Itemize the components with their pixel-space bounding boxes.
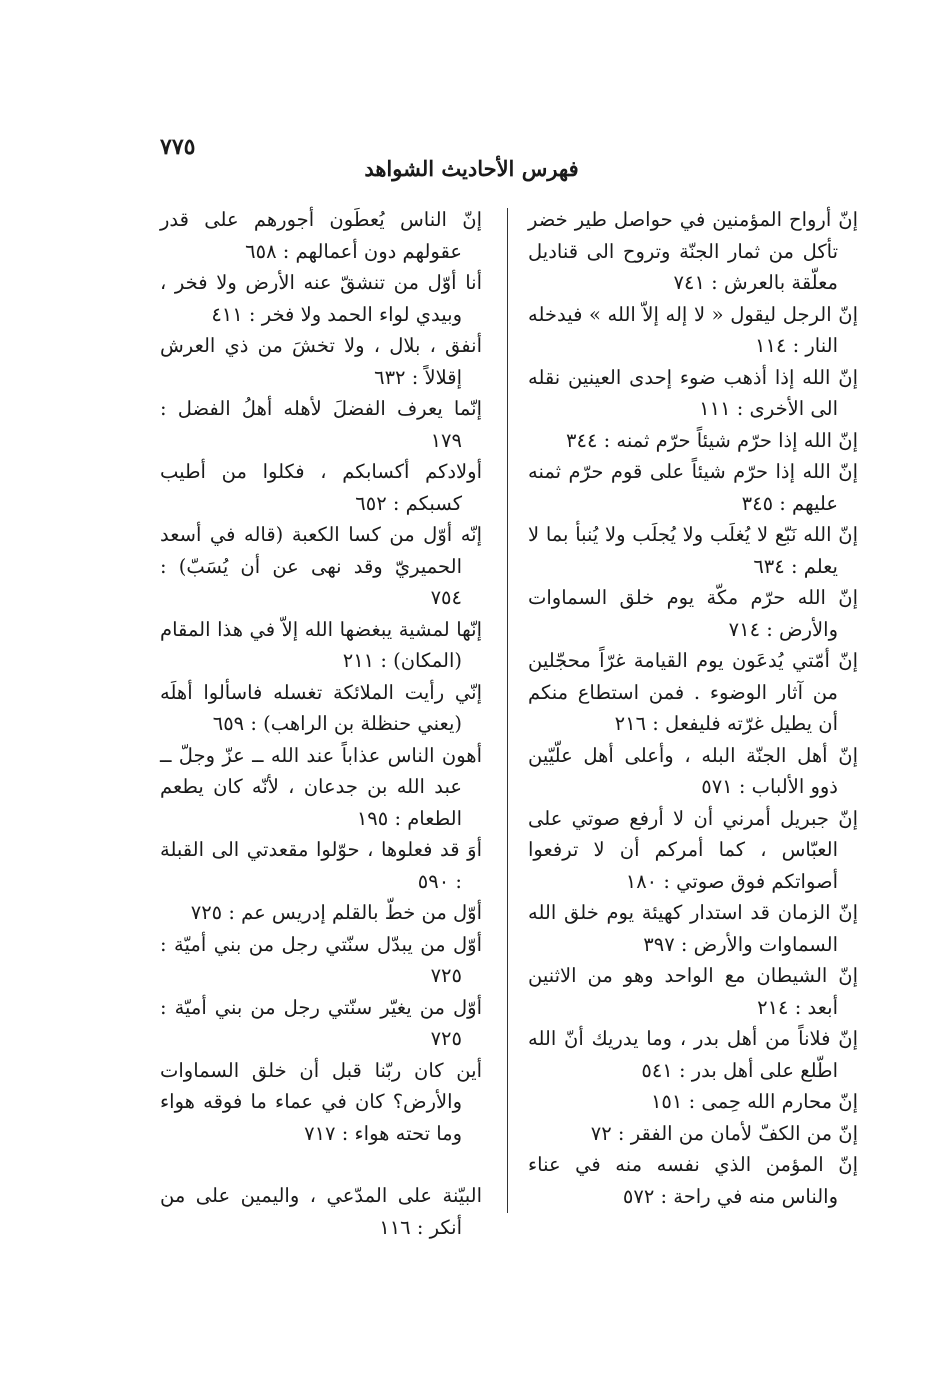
index-entry: إنّ محارم الله حِمى : ١٥١ xyxy=(650,1090,858,1113)
index-entry: إنّ الشيطان مع الواحد وهو من الاثنين أبعد : ٢١٤ xyxy=(528,964,858,1019)
index-entry: إنّ من الكفّ لأمان من الفقر : ٧٢ xyxy=(590,1121,858,1145)
right-column xyxy=(528,204,858,1212)
index-entry: إنّ أرواح المؤمنين في حواصل طير خضر تأكل من ثمار الجنّة وتروح الى قناديل معلّقة بالعرش : ٧٤١ xyxy=(528,208,858,294)
index-entry: أولادكم أكسابكم ، فكلوا من أطيب كسبكم : ٦٥٢ xyxy=(160,460,482,515)
index-entry: إنّه أوّل من كسا الكعبة (قاله في أسعد الحميريّ وقد نهى عن أن يُسَبّ) : ٧٥٤ xyxy=(160,523,482,609)
index-entry: إنّها لمشية يبغضها الله إلاّ في هذا المقام (المكان) : ٢١١ xyxy=(160,617,482,672)
left-column xyxy=(160,204,482,1243)
index-entry: إنّ الله نَبّع لا يُغلَب ولا يُجلَب ولا يُنبأ بما لا يعلم : ٦٣٤ xyxy=(528,523,858,578)
entry-gap xyxy=(160,1149,482,1180)
index-entry: إنّ الله إذا أذهب ضوء إحدى العينين نقله الى الأخرى : ١١١ xyxy=(528,365,858,420)
index-entry: إنّ فلاناً من أهل بدر ، وما يدريك أنّ الله اطّلع على أهل بدر : ٥٤١ xyxy=(528,1027,858,1082)
index-entry: إنّما يعرف الفضلَ لأهله أهلُ الفضل : ١٧٩ xyxy=(160,397,482,452)
index-entry: إنّ جبريل أمرني أن لا أرفع صوتي على العبّاس ، كما أمركم أن لا ترفعوا أصواتكم فوق صوتي : ١٨٠ xyxy=(528,806,858,893)
index-entry: إنّ الناس يُعطَون أجورهم على قدر عقولهم دون أعمالهم : ٦٥٨ xyxy=(160,208,482,263)
index-entry: البيّنة على المدّعي ، واليمين على من أنكر : ١١٦ xyxy=(160,1184,482,1239)
page-number: ٧٧٥ xyxy=(160,134,196,160)
index-entry: أوَ قد فعلوها ، حوّلوا مقعدتي الى القبلة : ٥٩٠ xyxy=(160,838,482,893)
index-entry: أين كان ربّنا قبل أن خلق السماوات والأرض؟ كان في عماء ما فوقه هواء وما تحته هواء : ٧١٧ xyxy=(160,1058,482,1145)
index-entry: أنفق ، بلال ، ولا تخشَ من ذي العرش إقلالاً : ٦٣٢ xyxy=(160,334,482,389)
index-entry: إنّ الله حرّم مكّة يوم خلق السماوات والأرض : ٧١٤ xyxy=(528,586,858,641)
index-entry: أهون الناس عذاباً عند الله ــ عزّ وجلّ ــ عبد الله بن جدعان ، لأنّه كان يطعم الطعام : ١٩٥ xyxy=(160,743,482,830)
index-entry: أوّل من يبدّل سنّتي رجل من بني أميّة : ٧٢٥ xyxy=(160,932,482,987)
index-entry: إنّي رأيت الملائكة تغسله فاسألوا أهلَه (يعني حنظلة بن الراهب) : ٦٥٩ xyxy=(160,680,482,735)
index-entry: أوّل من يغيّر سنّتي رجل من بني أميّة : ٧٢٥ xyxy=(160,995,482,1050)
column-divider xyxy=(507,208,508,1213)
index-entry: إنّ الرجل ليقول « لا إله إلاّ الله » فيدخله النار : ١١٤ xyxy=(528,302,858,357)
index-entry: إنّ الزمان قد استدار كهيئة يوم خلق الله السماوات والأرض : ٣٩٧ xyxy=(528,901,858,956)
index-entry: إنّ أمّتي يُدعَون يوم القيامة غرّاً محجّلين من آثار الوضوء . فمن استطاع منكم أن يطيل غرّته فليفعل : ٢١٦ xyxy=(528,649,858,735)
page-title: فهرس الأحاديث الشواهد xyxy=(364,156,579,181)
index-entry: أوّل من خطّ بالقلم إدريس عم : ٧٢٥ xyxy=(190,901,482,924)
index-entry: إنّ المؤمن الذي نفسه منه في عناء والناس منه في راحة : ٥٧٢ xyxy=(528,1153,858,1208)
index-entry: أنا أوّل من تنشقّ عنه الأرض ولا فخر ، وبيدي لواء الحمد ولا فخر : ٤١١ xyxy=(160,271,482,326)
index-entry: إنّ الله إذا حرّم شيئاً على قوم حرّم ثمنه عليهم : ٣٤٥ xyxy=(528,460,858,515)
index-entry: إنّ الله إذا حرّم شيئاً حرّم ثمنه : ٣٤٤ xyxy=(566,428,858,452)
index-entry: إنّ أهل الجنّة البله ، وأعلى أهل علّيّين ذوو الألباب : ٥٧١ xyxy=(528,743,858,798)
